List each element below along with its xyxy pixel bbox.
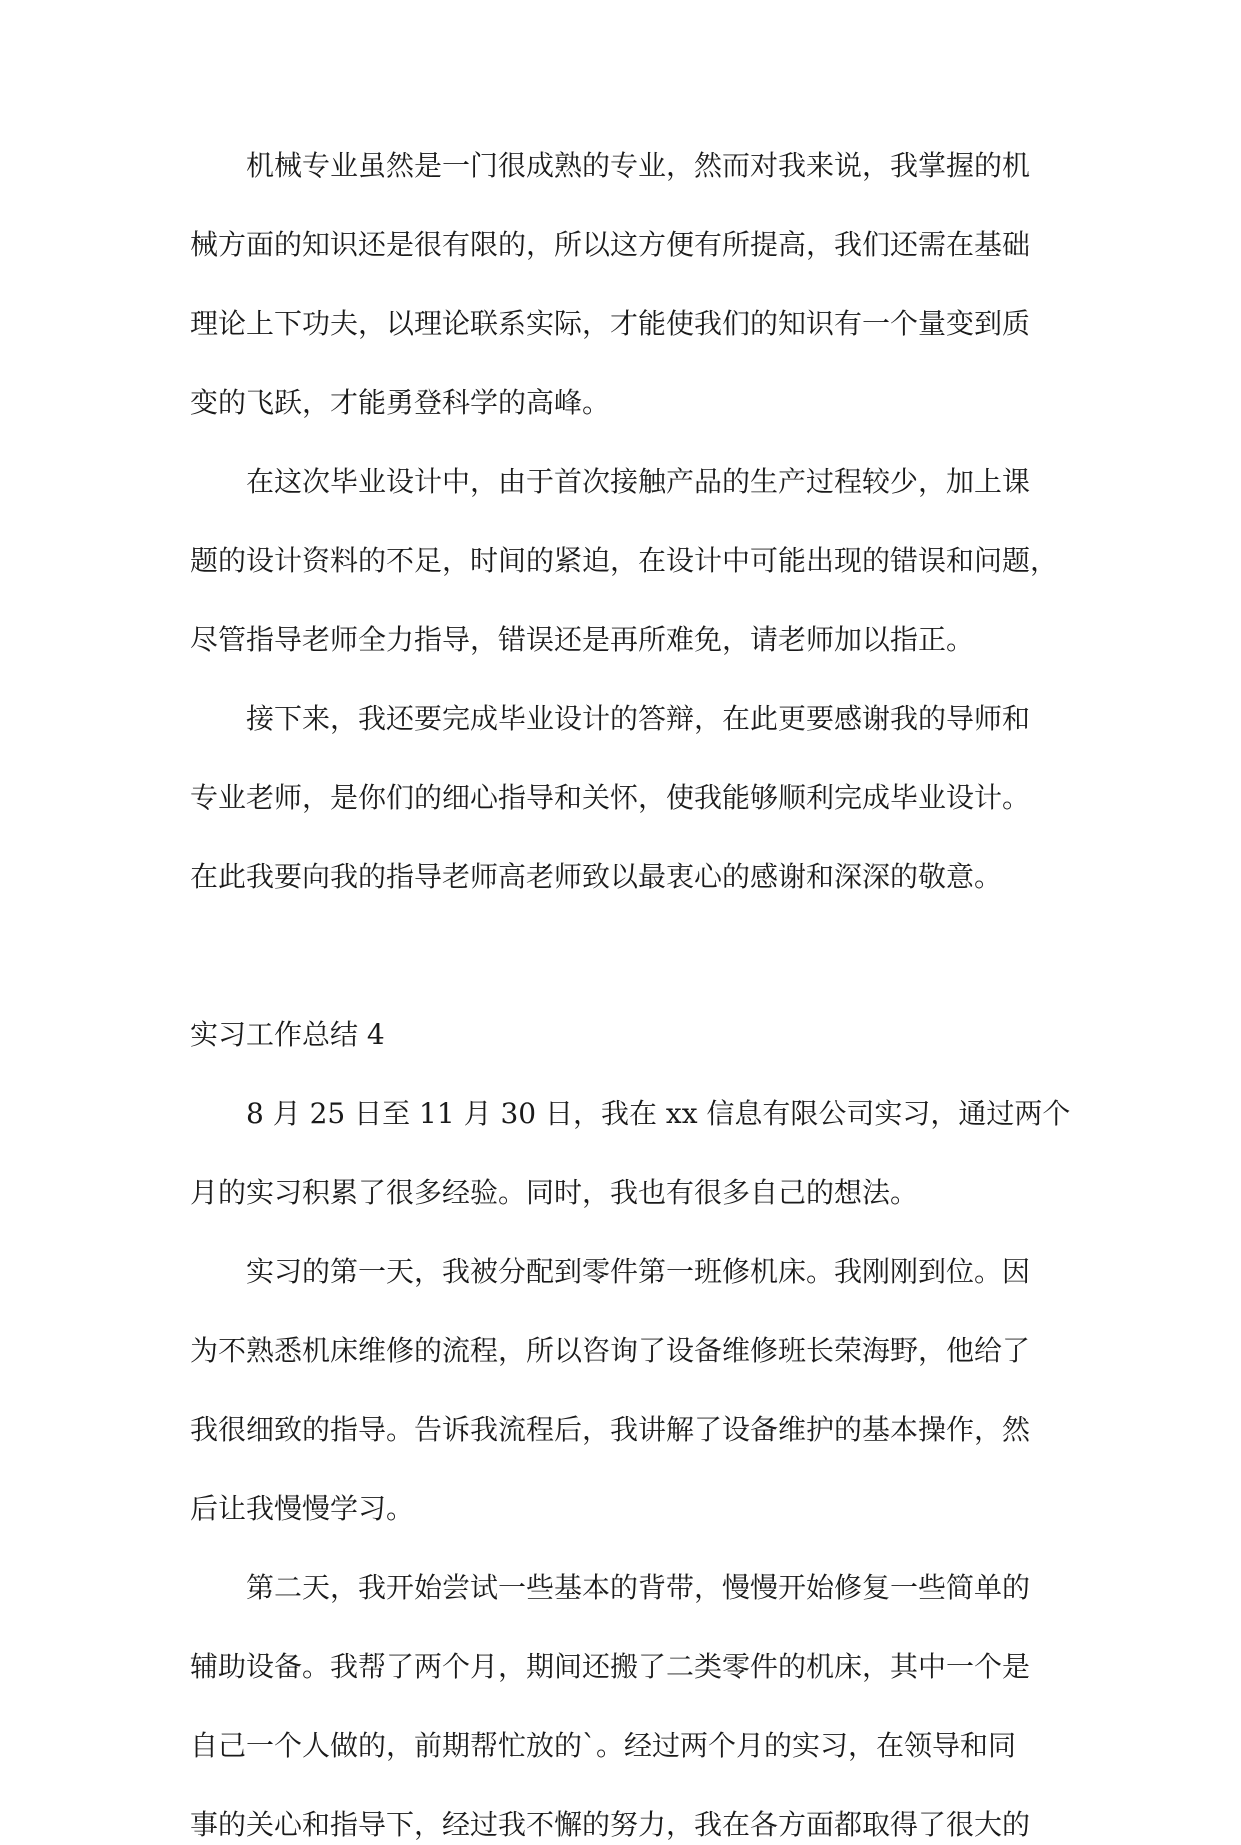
paragraph-1-line-1: 机械专业虽然是一门很成熟的专业，然而对我来说，我掌握的机 bbox=[246, 149, 1031, 182]
section-paragraph-2-line-4: 后让我慢慢学习。 bbox=[190, 1492, 415, 1525]
paragraph-3-line-1: 接下来，我还要完成毕业设计的答辩，在此更要感谢我的导师和 bbox=[246, 702, 1031, 735]
paragraph-1-line-4: 变的飞跃，才能勇登科学的高峰。 bbox=[190, 386, 611, 419]
section-title: 实习工作总结 4 bbox=[190, 1018, 385, 1051]
section-paragraph-3-line-1: 第二天，我开始尝试一些基本的背带，慢慢开始修复一些简单的 bbox=[246, 1571, 1031, 1604]
paragraph-1-line-3: 理论上下功夫，以理论联系实际，才能使我们的知识有一个量变到质 bbox=[190, 307, 1031, 340]
paragraph-2-line-1: 在这次毕业设计中，由于首次接触产品的生产过程较少，加上课 bbox=[246, 465, 1031, 498]
section-paragraph-3-line-3: 自己一个人做的，前期帮忙放的`。经过两个月的实习，在领导和同 bbox=[190, 1729, 1017, 1762]
section-paragraph-2-line-1: 实习的第一天，我被分配到零件第一班修机床。我刚刚到位。因 bbox=[246, 1255, 1031, 1288]
paragraph-1-line-2: 械方面的知识还是很有限的，所以这方便有所提高，我们还需在基础 bbox=[190, 228, 1031, 261]
section-paragraph-1-line-2: 月的实习积累了很多经验。同时，我也有很多自己的想法。 bbox=[190, 1176, 919, 1209]
paragraph-2-line-3: 尽管指导老师全力指导，错误还是再所难免，请老师加以指正。 bbox=[190, 623, 975, 656]
paragraph-3-line-2: 专业老师，是你们的细心指导和关怀，使我能够顺利完成毕业设计。 bbox=[190, 781, 1031, 814]
section-paragraph-2-line-2: 为不熟悉机床维修的流程，所以咨询了设备维修班长荣海野，他给了 bbox=[190, 1334, 1031, 1367]
section-paragraph-1-line-1: 8 月 25 日至 11 月 30 日，我在 xx 信息有限公司实习，通过两个 bbox=[246, 1097, 1071, 1130]
paragraph-2-line-2: 题的设计资料的不足，时间的紧迫，在设计中可能出现的错误和问题， bbox=[190, 544, 1059, 577]
section-paragraph-3-line-2: 辅助设备。我帮了两个月，期间还搬了二类零件的机床，其中一个是 bbox=[190, 1650, 1031, 1683]
section-paragraph-2-line-3: 我很细致的指导。告诉我流程后，我讲解了设备维护的基本操作，然 bbox=[190, 1413, 1031, 1446]
section-paragraph-3-line-4: 事的关心和指导下，经过我不懈的努力，我在各方面都取得了很大的 bbox=[190, 1808, 1031, 1841]
paragraph-3-line-3: 在此我要向我的指导老师高老师致以最衷心的感谢和深深的敬意。 bbox=[190, 860, 1003, 893]
